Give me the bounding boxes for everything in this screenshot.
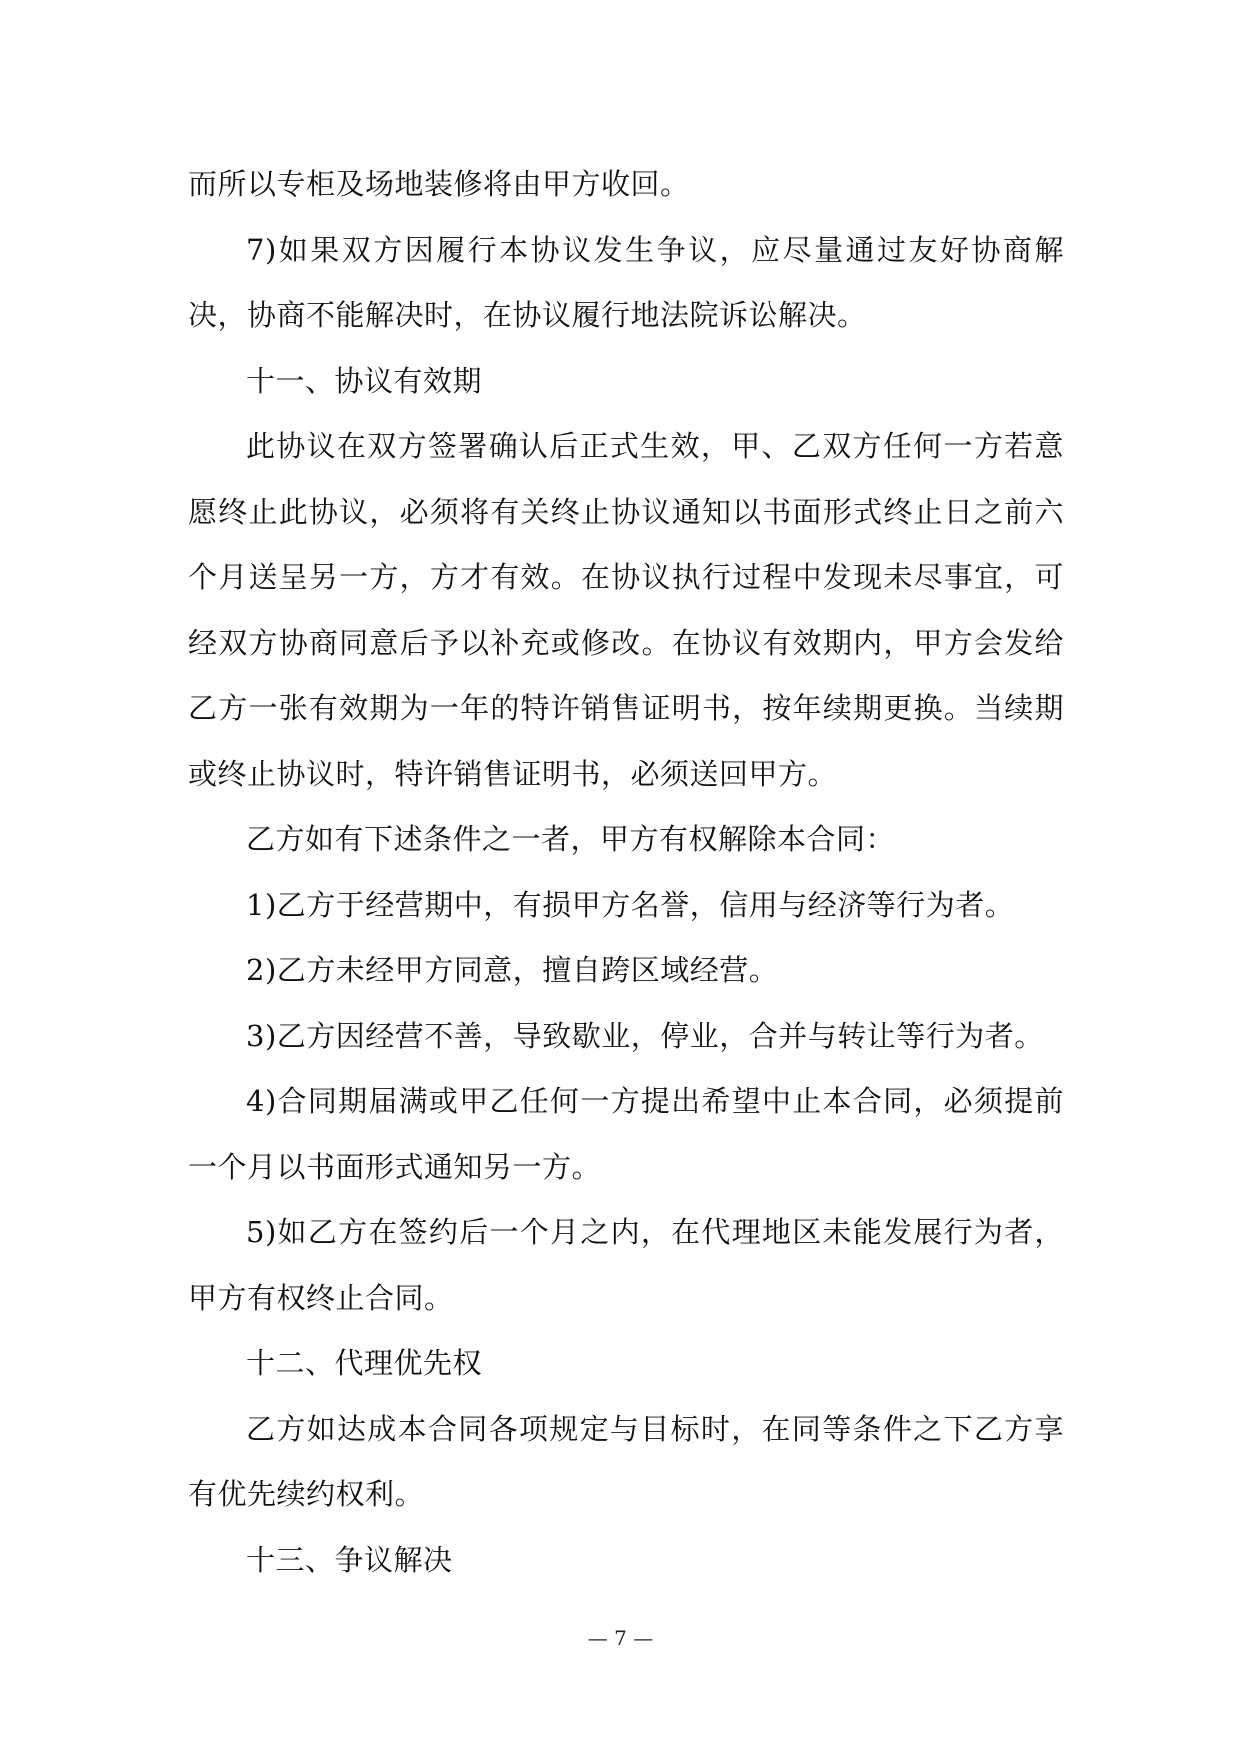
section-heading: 十一、协议有效期 <box>246 363 483 398</box>
paragraph: 而所以专柜及场地装修将由甲方收回。 <box>188 167 690 201</box>
list-item: 4)合同期届满或甲乙任何一方提出希望中止本合同，必须提前一个月以书面形式通知另一方。 <box>188 1084 1064 1184</box>
list-item: 2)乙方未经甲方同意，擅自跨区域经营。 <box>246 953 779 987</box>
section-heading: 十三、争议解决 <box>246 1542 453 1577</box>
page-number: — 7 — <box>587 1626 654 1650</box>
list-item: 3)乙方因经营不善，导致歇业，停业，合并与转让等行为者。 <box>246 1018 1044 1053</box>
section-heading: 十二、代理优先权 <box>246 1346 483 1380</box>
paragraph: 乙方如达成本合同各项规定与目标时，在同等条件之下乙方享有优先续约权利。 <box>188 1411 1064 1511</box>
paragraph: 乙方如有下述条件之一者，甲方有权解除本合同： <box>246 822 896 856</box>
paragraph: 此协议在双方签署确认后正式生效，甲、乙双方任何一方若意愿终止此协议，必须将有关终止协议通知以书面形式终止日之前六个月送呈另一方，方才有效。在协议执行过程中发现未尽事宜，可经双方协商同意后予以补充或修改。在协议有效期内，甲方会发给乙方一张有效期为一年的特许销售证明书，按年续期更换。当续期或终止协议时，特许销售证明书，必须送回甲方。 <box>188 429 1064 791</box>
list-item: 5)如乙方在签约后一个月之内，在代理地区未能发展行为者，甲方有权终止合同。 <box>188 1215 1064 1315</box>
list-item: 1)乙方于经营期中，有损甲方名誉，信用与经济等行为者。 <box>246 887 1015 922</box>
document-body <box>188 152 1064 1593</box>
paragraph: 7)如果双方因履行本协议发生争议，应尽量通过友好协商解决，协商不能解决时，在协议履行地法院诉讼解决。 <box>188 232 1064 332</box>
